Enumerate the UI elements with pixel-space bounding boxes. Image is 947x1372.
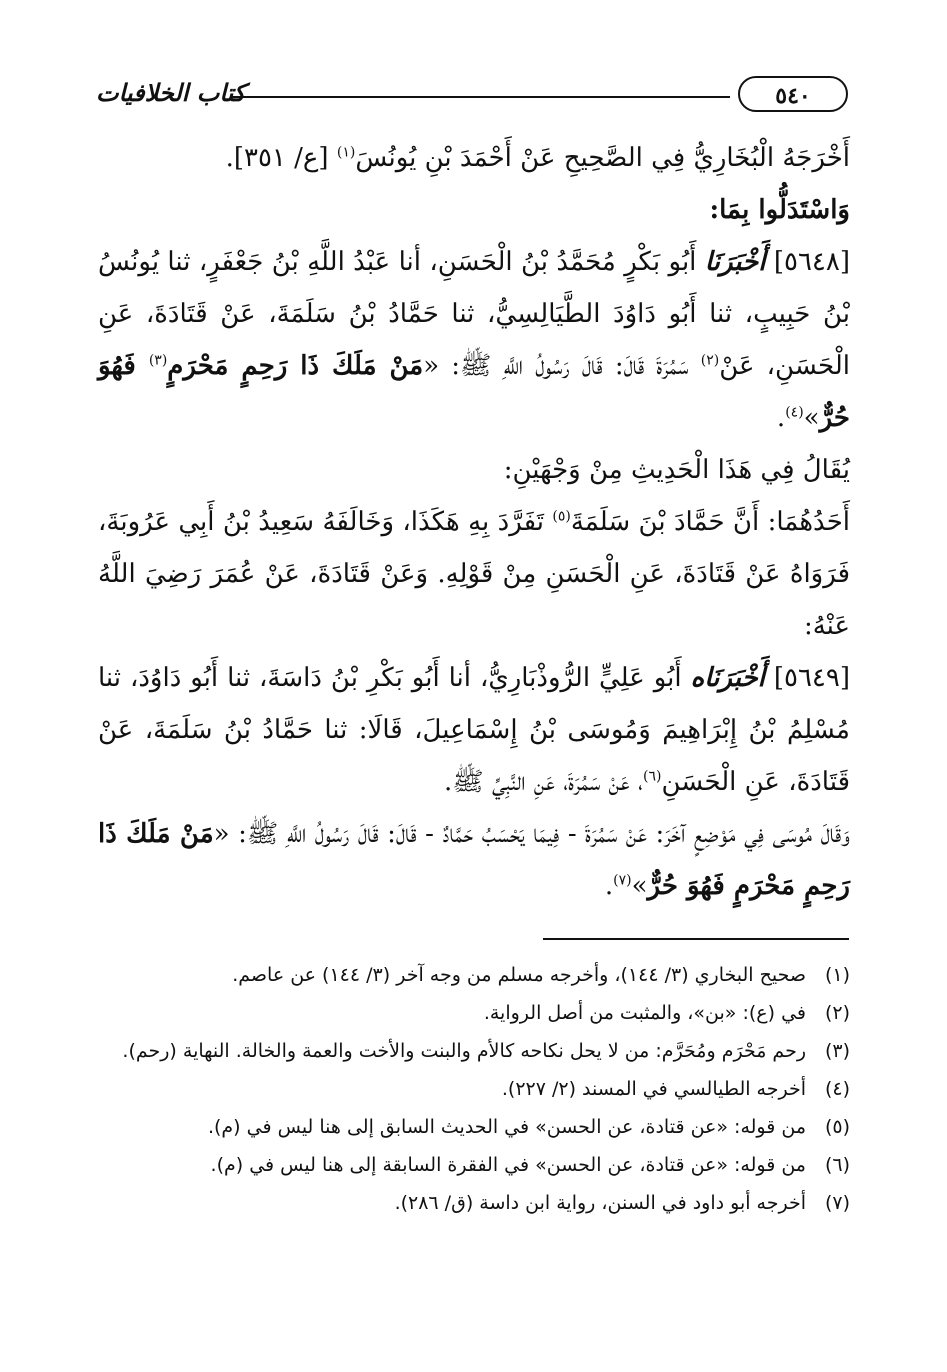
footnote-ref-7: (٧)	[613, 872, 632, 889]
footnote-ref-4: (٤)	[785, 404, 804, 421]
footnote-ref-6: (٦)	[642, 768, 662, 785]
page-header	[96, 72, 848, 120]
paragraph-hadith-5649	[98, 652, 850, 808]
footnote-number: (٥)	[824, 1116, 850, 1138]
text-span: [ع/ ٣٥١].	[225, 143, 337, 173]
footnote-number: (٣)	[824, 1040, 850, 1062]
text-span: سَمُرَةَ قَالَ: قَالَ رَسُولُ اللَّهِ ﷺ: «	[423, 351, 701, 381]
footnotes	[98, 958, 850, 1224]
text-span: أَبُو بَكْرٍ مُحَمَّدُ بْنُ الْحَسَنِ، أنا عَبْدُ اللَّهِ بْنُ جَعْفَرٍ، ثنا يُونُسُ بْنُ حَبِيبٍ، ثنا أَبُو دَاوُدَ الطَّيَالِسِيُّ، ثنا حَمَّادُ بْنُ سَلَمَةَ، عَنْ قَتَادَةَ، عَنِ الْحَسَنِ، عَنْ	[98, 247, 850, 381]
hadith-matn: فَهُوَ حُرٌّ	[98, 351, 850, 433]
footnote-text: من قوله: «عن قتادة، عن الحسن» في الفقرة السابقة إلى هنا ليس في (م).	[210, 1154, 806, 1176]
footnote-text: صحيح البخاري (٣/ ١٤٤)، وأخرجه مسلم من وجه آخر (٣/ ١٤٤) عن عاصم.	[232, 964, 806, 986]
footnote-ref-1: (١)	[336, 144, 356, 161]
footnote-2	[98, 996, 850, 1030]
text-span: أَحَدُهُمَا: أَنَّ حَمَّادَ بْنَ سَلَمَةَ	[570, 507, 850, 537]
text-span: أَخْرَجَهُ الْبُخَارِيُّ فِي الصَّحِيحِ عَنْ أَحْمَدَ بْنِ يُونُسَ	[355, 143, 850, 173]
footnote-text: في (ع): «بن»، والمثبت من أصل الرواية.	[483, 1002, 806, 1024]
paragraph-2: وَاسْتَدَلُّوا بِمَا:	[709, 195, 850, 225]
footnote-number: (٦)	[824, 1154, 850, 1176]
footnote-ref-3: (٣)	[148, 352, 168, 369]
text-span: .	[776, 403, 786, 433]
paragraph-7	[98, 808, 850, 912]
footnote-text: رحم مَحْرَم ومُحَرَّم: من لا يحل نكاحه كالأم والبنت والأخت والعمة والخالة. النهاية (رحم).	[122, 1040, 806, 1062]
book-title: كتاب الخلافيات	[96, 78, 246, 107]
footnote-6	[98, 1148, 850, 1182]
hadith-number: [٥٦٤٩]	[764, 663, 850, 693]
main-text	[98, 132, 850, 912]
header-rule	[232, 96, 730, 98]
footnote-text: من قوله: «عن قتادة، عن الحسن» في الحديث السابق إلى هنا ليس في (م).	[207, 1116, 806, 1138]
paragraph-1	[98, 132, 850, 184]
footnote-7	[98, 1186, 850, 1220]
hadith-matn: مَنْ مَلَكَ ذَا رَحِمٍ مَحْرَمٍ	[167, 351, 424, 381]
footnote-separator	[543, 938, 849, 940]
hadith-matn: مَنْ مَلَكَ ذَا رَحِمٍ مَحْرَمٍ فَهُوَ حُرٌّ	[98, 819, 850, 901]
paragraph-4: يُقَالُ فِي هَذَا الْحَدِيثِ مِنْ وَجْهَيْنِ:	[503, 455, 850, 485]
footnote-text: أخرجه أبو داود في السنن، رواية ابن داسة (ق/ ٢٨٦).	[394, 1192, 806, 1214]
text-span: تَفَرَّدَ بِهِ هَكَذَا، وَخَالَفَهُ سَعِيدُ بْنُ أَبِي عَرُوبَةَ، فَرَوَاهُ عَنْ قَتَادَةَ، عَنِ الْحَسَنِ مِنْ قَوْلِهِ. وَعَنْ قَتَادَةَ، عَنْ عُمَرَ رَضِيَ اللَّهُ عَنْهُ:	[98, 507, 850, 641]
text-span: وَقَالَ مُوسَى فِي مَوْضِعٍ آخَرَ: عَنْ سَمُرَةَ - فِيمَا يَحْسَبُ حَمَّادٌ - قَالَ: قَالَ رَسُولُ اللَّهِ ﷺ: «	[213, 819, 850, 849]
paragraph-hadith-5648	[98, 236, 850, 444]
footnote-ref-5: (٥)	[552, 508, 571, 525]
footnote-number: (٢)	[824, 1002, 850, 1024]
footnote-number: (٧)	[824, 1192, 850, 1214]
footnote-text: أخرجه الطيالسي في المسند (٢/ ٢٢٧).	[501, 1078, 806, 1100]
footnote-number: (١)	[824, 964, 850, 986]
hadith-number: [٥٦٤٨]	[765, 247, 850, 277]
paragraph-5	[98, 496, 850, 652]
page-number: ٥٤٠	[738, 76, 848, 112]
text-span: ، عَنْ سَمُرَةَ، عَنِ النَّبِيِّ ﷺ.	[444, 767, 643, 797]
footnote-ref-2: (٢)	[700, 352, 720, 369]
akhbarana-word: أَخْبَرَنَا	[704, 247, 766, 277]
footnote-number: (٤)	[824, 1078, 850, 1100]
akhbarana-word: أَخْبَرَنَاه	[690, 663, 765, 693]
text-span: »	[803, 403, 820, 433]
footnote-1	[98, 958, 850, 992]
footnote-5	[98, 1110, 850, 1144]
text-span: أَبُو عَلِيٍّ الرُّوذْبَارِيُّ، أنا أَبُو بَكْرِ بْنُ دَاسَةَ، ثنا أَبُو دَاوُدَ، ثنا مُسْلِمُ بْنُ إِبْرَاهِيمَ وَمُوسَى بْنُ إِسْمَاعِيلَ، قَالَا: ثنا حَمَّادُ بْنُ سَلَمَةَ، عَنْ قَتَادَةَ، عَنِ الْحَسَنِ	[98, 663, 850, 797]
text-span: .	[604, 871, 614, 901]
footnote-3	[98, 1034, 850, 1068]
footnote-4	[98, 1072, 850, 1106]
text-span: »	[631, 871, 648, 901]
